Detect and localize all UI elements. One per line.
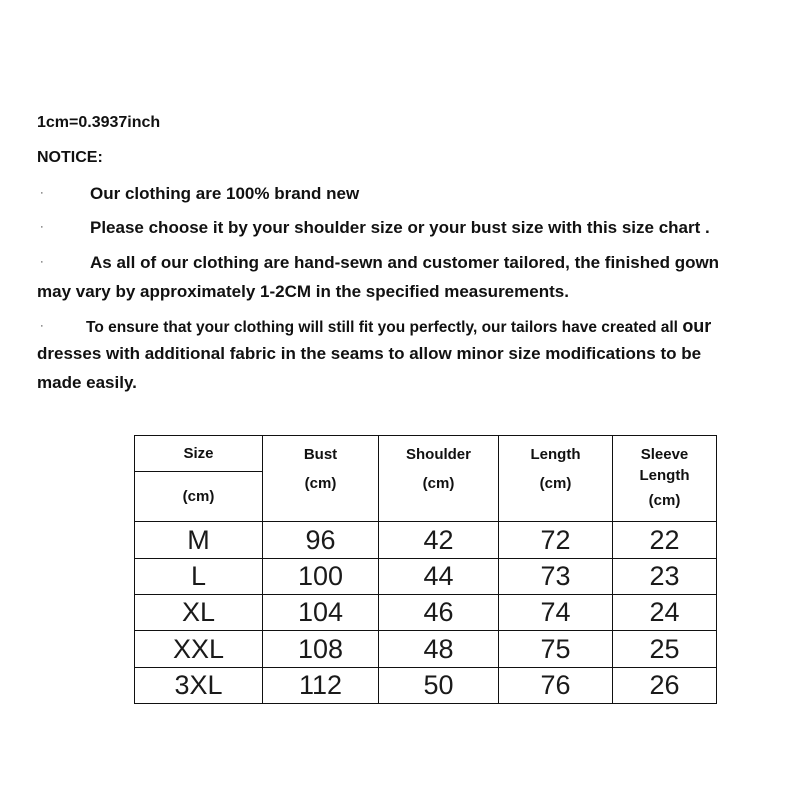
header-sleeve-label: Sleeve [640,446,689,463]
notice-item-2: Please choose it by your shoulder size or your bust size with this size chart . [90,218,710,237]
sleeve-length-cell: 26 [613,668,717,704]
bust-cell: 100 [263,559,379,595]
notice-item-4-line1-emph: our [682,316,712,336]
length-cell: 74 [499,595,613,631]
header-sleeve-length [613,436,717,522]
sleeve-length-cell: 24 [613,595,717,631]
length-cell: 76 [499,668,613,704]
notice-item-3-line1: As all of our clothing are hand-sewn and customer tailored, the finished gown [90,253,720,272]
bullet: · [40,187,44,199]
shoulder-cell: 44 [379,559,499,595]
notice-item-4-line1-text: To ensure that your clothing will still fit you perfectly, our tailors have created all [86,319,678,336]
header-bust [263,436,379,522]
shoulder-cell: 48 [379,631,499,668]
sleeve-length-cell: 23 [613,559,717,595]
length-cell: 73 [499,559,613,595]
size-cell: L [135,559,263,595]
shoulder-cell: 42 [379,522,499,559]
bullet: · [40,320,44,332]
notice-item-3-line2: may vary by approximately 1-2CM in the specified measurements. [37,282,569,301]
length-cell: 75 [499,631,613,668]
header-bust-label: Bust [303,446,338,463]
header-shoulder-label: Shoulder [405,446,471,463]
notice-item-4-line1 [86,316,711,337]
header-size-unit: (cm) [135,472,263,522]
bust-cell: 96 [263,522,379,559]
notice-title: NOTICE: [37,149,103,166]
header-sleeve-unit: (cm) [648,492,681,509]
bust-cell: 104 [263,595,379,631]
header-length-unit: (cm) [539,475,572,492]
header-bust-unit: (cm) [304,475,337,492]
sleeve-length-cell: 25 [613,631,717,668]
notice-item-4-line2: dresses with additional fabric in the seams to allow minor size modifications to be [37,344,702,363]
size-chart-table [134,435,717,704]
length-cell: 72 [499,522,613,559]
header-shoulder-unit: (cm) [422,475,455,492]
bust-cell: 108 [263,631,379,668]
header-length [499,436,613,522]
notice-item-1: Our clothing are 100% brand new [90,184,360,203]
header-length-label: Length [530,446,581,463]
size-cell: XXL [135,631,263,668]
size-cell: 3XL [135,668,263,704]
header-shoulder [379,436,499,522]
bullet: · [40,256,44,268]
size-cell: XL [135,595,263,631]
bullet: · [40,221,44,233]
header-sleeve-label-2: Length [639,467,690,484]
size-cell: M [135,522,263,559]
header-size: Size [135,436,263,472]
sleeve-length-cell: 22 [613,522,717,559]
unit-conversion: 1cm=0.3937inch [37,114,161,131]
notice-item-4-line3: made easily. [37,373,137,392]
bust-cell: 112 [263,668,379,704]
shoulder-cell: 46 [379,595,499,631]
shoulder-cell: 50 [379,668,499,704]
